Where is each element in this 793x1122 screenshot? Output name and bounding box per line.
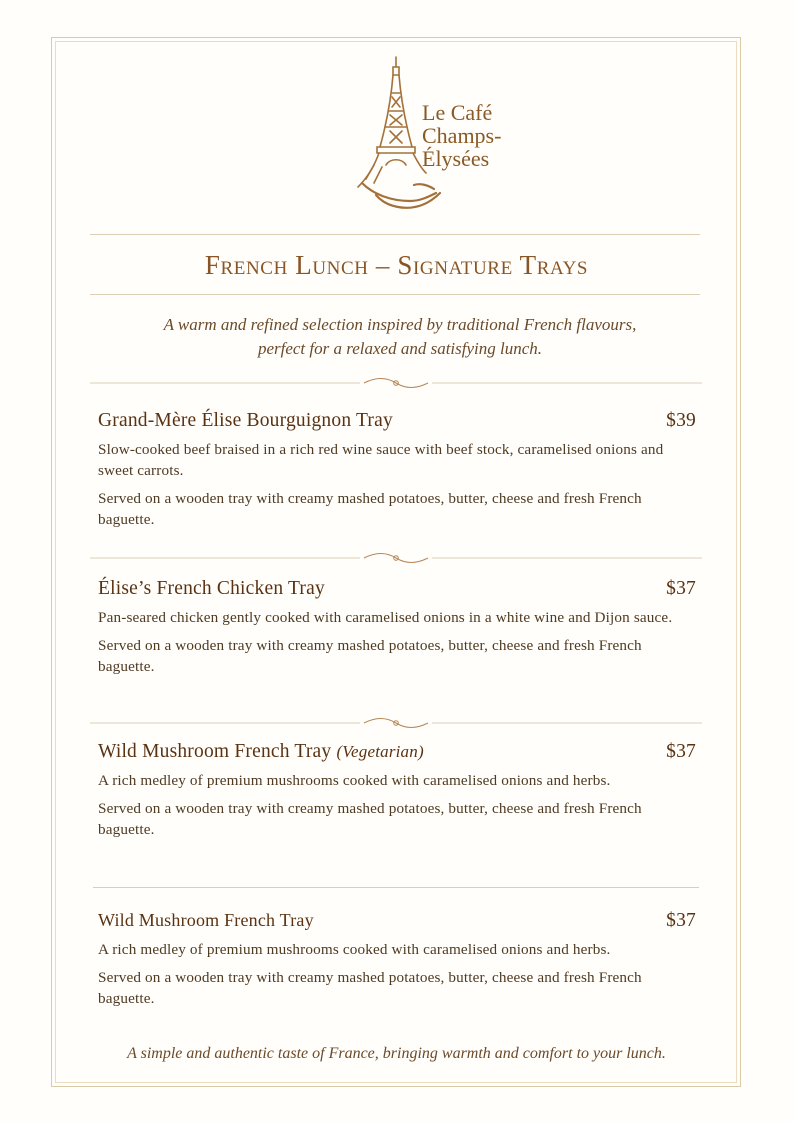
item-name: Élise’s French Chicken Tray (98, 578, 325, 599)
item-name: Wild Mushroom French Tray (98, 910, 314, 930)
menu-item (98, 910, 696, 1009)
brand-line-2: Champs- (422, 123, 502, 148)
item-serving-note: Served on a wooden tray with creamy mashed potatoes, butter, cheese and fresh French baguette. (98, 800, 642, 838)
item-description: A rich medley of premium mushrooms cooked with caramelised onions and herbs. (98, 772, 611, 789)
item-price: $37 (666, 578, 696, 599)
item-serving-note: Served on a wooden tray with creamy mashed potatoes, butter, cheese and fresh French baguette. (98, 969, 642, 1007)
divider (90, 294, 700, 295)
item-name: Grand-Mère Élise Bourguignon Tray (98, 410, 393, 431)
brand-line-3: Élysées (422, 146, 490, 171)
item-description: A rich medley of premium mushrooms cooked with caramelised onions and herbs. (98, 941, 611, 958)
item-tag: (Vegetarian) (336, 742, 424, 761)
ornamental-divider (90, 714, 702, 732)
menu-item (98, 741, 696, 840)
ornamental-divider (90, 549, 702, 567)
item-serving-note: Served on a wooden tray with creamy mashed potatoes, butter, cheese and fresh French baguette. (98, 637, 642, 675)
item-description: Pan-seared chicken gently cooked with caramelised onions in a white wine and Dijon sauce. (98, 609, 673, 626)
item-price: $39 (666, 410, 696, 431)
item-price: $37 (666, 910, 696, 931)
footer-tagline: A simple and authentic taste of France, bringing warmth and comfort to your lunch. (127, 1045, 666, 1062)
intro-line-2: perfect for a relaxed and satisfying lunch. (257, 339, 543, 358)
page-title: French Lunch – Signature Trays (204, 250, 589, 280)
item-name: Wild Mushroom French Tray (Vegetarian) (98, 741, 424, 762)
brand-name (422, 101, 501, 170)
divider (90, 234, 700, 235)
divider (93, 887, 699, 888)
intro-line-1: A warm and refined selection inspired by traditional French flavours, (163, 315, 637, 334)
ornamental-divider (90, 374, 702, 392)
menu-item (98, 410, 696, 530)
item-serving-note: Served on a wooden tray with creamy mashed potatoes, butter, cheese and fresh French baguette. (98, 490, 642, 528)
menu-item (98, 578, 696, 677)
cafe-logo (352, 55, 542, 220)
brand-line-1: Le Café (422, 100, 493, 125)
item-price: $37 (666, 741, 696, 762)
item-description: Slow-cooked beef braised in a rich red wine sauce with beef stock, caramelised onions and sweet carrots. (98, 441, 664, 479)
intro-text (90, 313, 710, 361)
